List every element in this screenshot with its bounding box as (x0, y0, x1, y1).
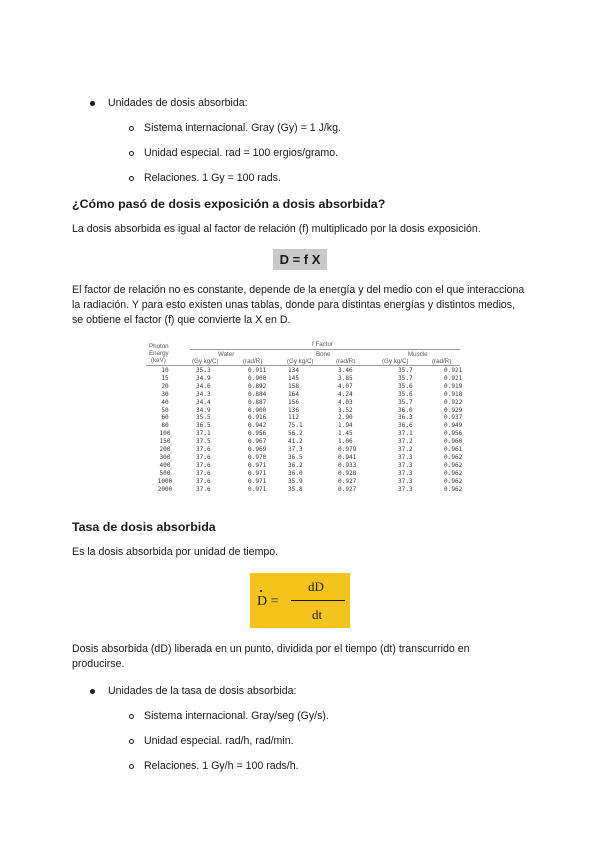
f-factor-table (146, 340, 462, 508)
table-cell: 134 (288, 367, 300, 374)
bullet-disc (90, 689, 95, 694)
table-header-muscle: Muscle (408, 351, 428, 358)
table-cell: 100 (159, 430, 171, 438)
formula-lhs: D = (257, 594, 279, 609)
table-cell: 156 (288, 398, 300, 406)
table-cell: 35.6 (398, 390, 413, 398)
table-row (146, 375, 462, 383)
table-cell: 1.45 (338, 430, 353, 438)
table-cell: 136 (288, 406, 300, 414)
table-cell: 158 (288, 382, 300, 390)
table-cell: 0.921 (444, 367, 463, 374)
table-cell: 400 (159, 461, 171, 469)
table-cell: 0.927 (338, 477, 357, 485)
table-cell: 37.2 (398, 446, 413, 454)
table-cell: 37.3 (398, 461, 413, 469)
units-sub-3: Relaciones. 1 Gy = 100 rads. (144, 172, 281, 184)
table-cell: 34.4 (196, 398, 211, 406)
table-cell: 0.933 (338, 461, 357, 469)
table-cell: 0.971 (248, 469, 267, 477)
table-cell: 35.5 (196, 414, 211, 422)
table-cell: 35.7 (398, 398, 413, 406)
table-cell: 300 (159, 453, 171, 461)
table-cell: 36.3 (398, 414, 413, 422)
table-cell: 0.929 (444, 406, 463, 414)
table-rule (146, 365, 460, 366)
table-cell: 15 (161, 374, 169, 382)
heading-conversion: ¿Cómo pasó de dosis exposición a dosis absorbida? (72, 197, 386, 211)
rate-units-sub-3: Relaciones. 1 Gy/h = 100 rads/h. (144, 760, 299, 772)
rate-units-sub-1: Sistema internacional. Gray/seg (Gy/s). (144, 710, 329, 722)
table-cell: 0.921 (444, 374, 463, 382)
table-cell: 145 (288, 374, 300, 382)
table-cell: 0.919 (444, 382, 463, 390)
table-cell: 0.941 (338, 453, 357, 461)
table-row (146, 478, 462, 486)
table-cell: 3.85 (338, 374, 353, 382)
table-header-photon: Photon (149, 343, 169, 350)
table-cell: 20 (161, 382, 169, 390)
table-cell: 36.6 (398, 422, 413, 430)
table-cell: 0.971 (248, 461, 267, 469)
table-cell: 0.956 (248, 430, 267, 438)
table-cell: 0.942 (248, 422, 267, 430)
table-row (146, 446, 462, 454)
rate-units-bullet: Unidades de la tasa de dosis absorbida: (108, 685, 297, 697)
table-cell: 0.960 (444, 438, 463, 446)
table-header-kev: (keV) (151, 357, 166, 364)
units-bullet: Unidades de dosis absorbida: (108, 97, 248, 109)
table-cell: 0.971 (248, 477, 267, 485)
bullet-disc (90, 101, 95, 106)
table-row (146, 438, 462, 446)
table-cell: 41.2 (288, 438, 303, 446)
table-cell: 34.6 (196, 382, 211, 390)
bullet-circle (129, 176, 134, 181)
table-cell: 0.969 (248, 446, 267, 454)
table-unit-5: (Gy kg/C) (382, 358, 409, 365)
bullet-circle (129, 151, 134, 156)
table-cell: 0.962 (444, 453, 463, 461)
table-cell: 34.3 (196, 390, 211, 398)
table-cell: 0.916 (248, 414, 267, 422)
bullet-circle (129, 126, 134, 131)
table-header-bone: Bone (316, 351, 331, 358)
table-cell: 36.0 (398, 406, 413, 414)
table-cell: 10 (161, 367, 169, 374)
formula-d-equals-fx: D = f X (273, 249, 327, 270)
table-cell: 4.07 (338, 382, 353, 390)
table-cell: 37.3 (398, 469, 413, 477)
table-cell: 35.8 (288, 485, 303, 493)
table-cell: 30 (161, 390, 169, 398)
table-unit-4: (rad/R) (336, 358, 356, 365)
table-cell: 37.1 (196, 430, 211, 438)
table-rule (190, 349, 460, 350)
table-cell: 0.970 (248, 453, 267, 461)
table-cell: 0.962 (444, 485, 463, 493)
table-cell: 0.971 (248, 485, 267, 493)
bullet-circle (129, 739, 134, 744)
table-cell: 0.949 (444, 422, 463, 430)
units-sub-1: Sistema internacional. Gray (Gy) = 1 J/kg. (144, 122, 341, 134)
table-cell: 37.6 (196, 477, 211, 485)
table-cell: 37.3 (398, 453, 413, 461)
table-cell: 37.2 (398, 438, 413, 446)
table-cell: 1.06 (338, 438, 353, 446)
heading-dose-rate: Tasa de dosis absorbida (72, 520, 216, 534)
table-cell: 37.1 (398, 430, 413, 438)
table-cell: 3.46 (338, 367, 353, 374)
table-cell: 80 (161, 422, 169, 430)
table-cell: 37.6 (196, 461, 211, 469)
table-row (146, 391, 462, 399)
table-header-water: Water (218, 351, 235, 358)
table-cell: 36.2 (288, 461, 303, 469)
table-row (146, 399, 462, 407)
table-cell: 0.918 (444, 390, 463, 398)
formula-denominator: dt (312, 607, 323, 622)
table-cell: 50 (161, 406, 169, 414)
formula-dose-rate (250, 573, 350, 628)
table-cell: 200 (159, 446, 171, 454)
table-cell: 0.962 (444, 469, 463, 477)
table-cell: 0.928 (338, 469, 357, 477)
table-row (146, 454, 462, 462)
paragraph-factor: El factor de relación no es constante, depende de la energía y del medio con el que interacciona la radiación. Y para esto existen unas tablas, donde para distintas energías y distintos medios, se obtiene el factor (f) que convierte la X en D. (72, 284, 525, 326)
time-derivative-dot (260, 590, 262, 592)
table-cell: 150 (159, 438, 171, 446)
table-cell: 37.5 (196, 438, 211, 446)
table-cell: 0.900 (248, 374, 267, 382)
table-cell: 0.900 (248, 406, 267, 414)
table-cell: 37.6 (196, 469, 211, 477)
table-cell: 0.884 (248, 390, 267, 398)
paragraph-dose-rate-definition: Dosis absorbida (dD) liberada en un punto, dividida por el tiempo (dt) transcurrido en producirse. (72, 643, 470, 670)
table-cell: 37.6 (196, 446, 211, 454)
table-row (146, 486, 462, 494)
table-cell: 0.927 (338, 485, 357, 493)
table-cell: 2.90 (338, 414, 353, 422)
table-cell: 4.03 (338, 398, 353, 406)
table-cell: 1000 (157, 477, 173, 485)
table-cell: 0.962 (444, 461, 463, 469)
table-cell: 0.961 (444, 446, 463, 454)
table-cell: 0.979 (338, 446, 357, 454)
table-cell: 0.892 (248, 382, 267, 390)
table-cell: 75.1 (288, 422, 303, 430)
rate-units-sub-2: Unidad especial. rad/h, rad/min. (144, 735, 294, 747)
bullet-circle (129, 764, 134, 769)
table-cell: 37.6 (196, 453, 211, 461)
table-cell: 60 (161, 414, 169, 422)
table-row (146, 470, 462, 478)
table-row (146, 414, 462, 422)
table-cell: 0.967 (248, 438, 267, 446)
table-cell: 1.94 (338, 422, 353, 430)
table-cell: 500 (159, 469, 171, 477)
table-cell: 37.3 (288, 446, 303, 454)
table-row (146, 407, 462, 415)
table-cell: 37.6 (196, 485, 211, 493)
f-factor-table-body (146, 367, 462, 494)
table-row (146, 430, 462, 438)
table-cell: 0.962 (444, 477, 463, 485)
formula-numerator: dD (308, 579, 324, 594)
table-cell: 4.24 (338, 390, 353, 398)
table-row (146, 383, 462, 391)
table-cell: 0.887 (248, 398, 267, 406)
table-unit-3: (Gy kg/C) (287, 358, 314, 365)
table-cell: 36.0 (288, 469, 303, 477)
units-sub-2: Unidad especial. rad = 100 ergios/gramo. (144, 147, 339, 159)
table-cell: 35.6 (398, 382, 413, 390)
table-row (146, 422, 462, 430)
table-cell: 37.3 (398, 477, 413, 485)
table-cell: 2000 (157, 485, 173, 493)
table-cell: 56.2 (288, 430, 303, 438)
table-cell: 164 (288, 390, 300, 398)
bullet-circle (129, 714, 134, 719)
table-cell: 34.9 (196, 374, 211, 382)
paragraph-dose-rate: Es la dosis absorbida por unidad de tiempo. (72, 546, 279, 558)
table-unit-2: (rad/R) (243, 358, 263, 365)
table-cell: 0.911 (248, 367, 267, 374)
table-cell: 35.7 (398, 374, 413, 382)
table-unit-6: (rad/R) (432, 358, 452, 365)
table-cell: 36.5 (196, 422, 211, 430)
table-cell: 34.9 (196, 406, 211, 414)
table-cell: 0.937 (444, 414, 463, 422)
table-cell: 35.3 (196, 367, 211, 374)
table-row (146, 462, 462, 470)
paragraph-absorbed-dose: La dosis absorbida es igual al factor de relación (f) multiplicado por la dosis exposición. (72, 223, 481, 235)
table-cell: 3.52 (338, 406, 353, 414)
table-cell: 35.7 (398, 367, 413, 374)
table-cell: 40 (161, 398, 169, 406)
table-unit-1: (Gy kg/C) (192, 358, 219, 365)
table-header-energy: Energy (149, 350, 169, 357)
fraction-line (291, 600, 345, 601)
table-cell: 35.9 (288, 477, 303, 485)
table-cell: 112 (288, 414, 300, 422)
table-cell: 36.5 (288, 453, 303, 461)
table-header-factor: f Factor (312, 341, 333, 348)
table-row (146, 367, 462, 375)
table-cell: 0.922 (444, 398, 463, 406)
table-cell: 37.3 (398, 485, 413, 493)
table-cell: 0.956 (444, 430, 463, 438)
